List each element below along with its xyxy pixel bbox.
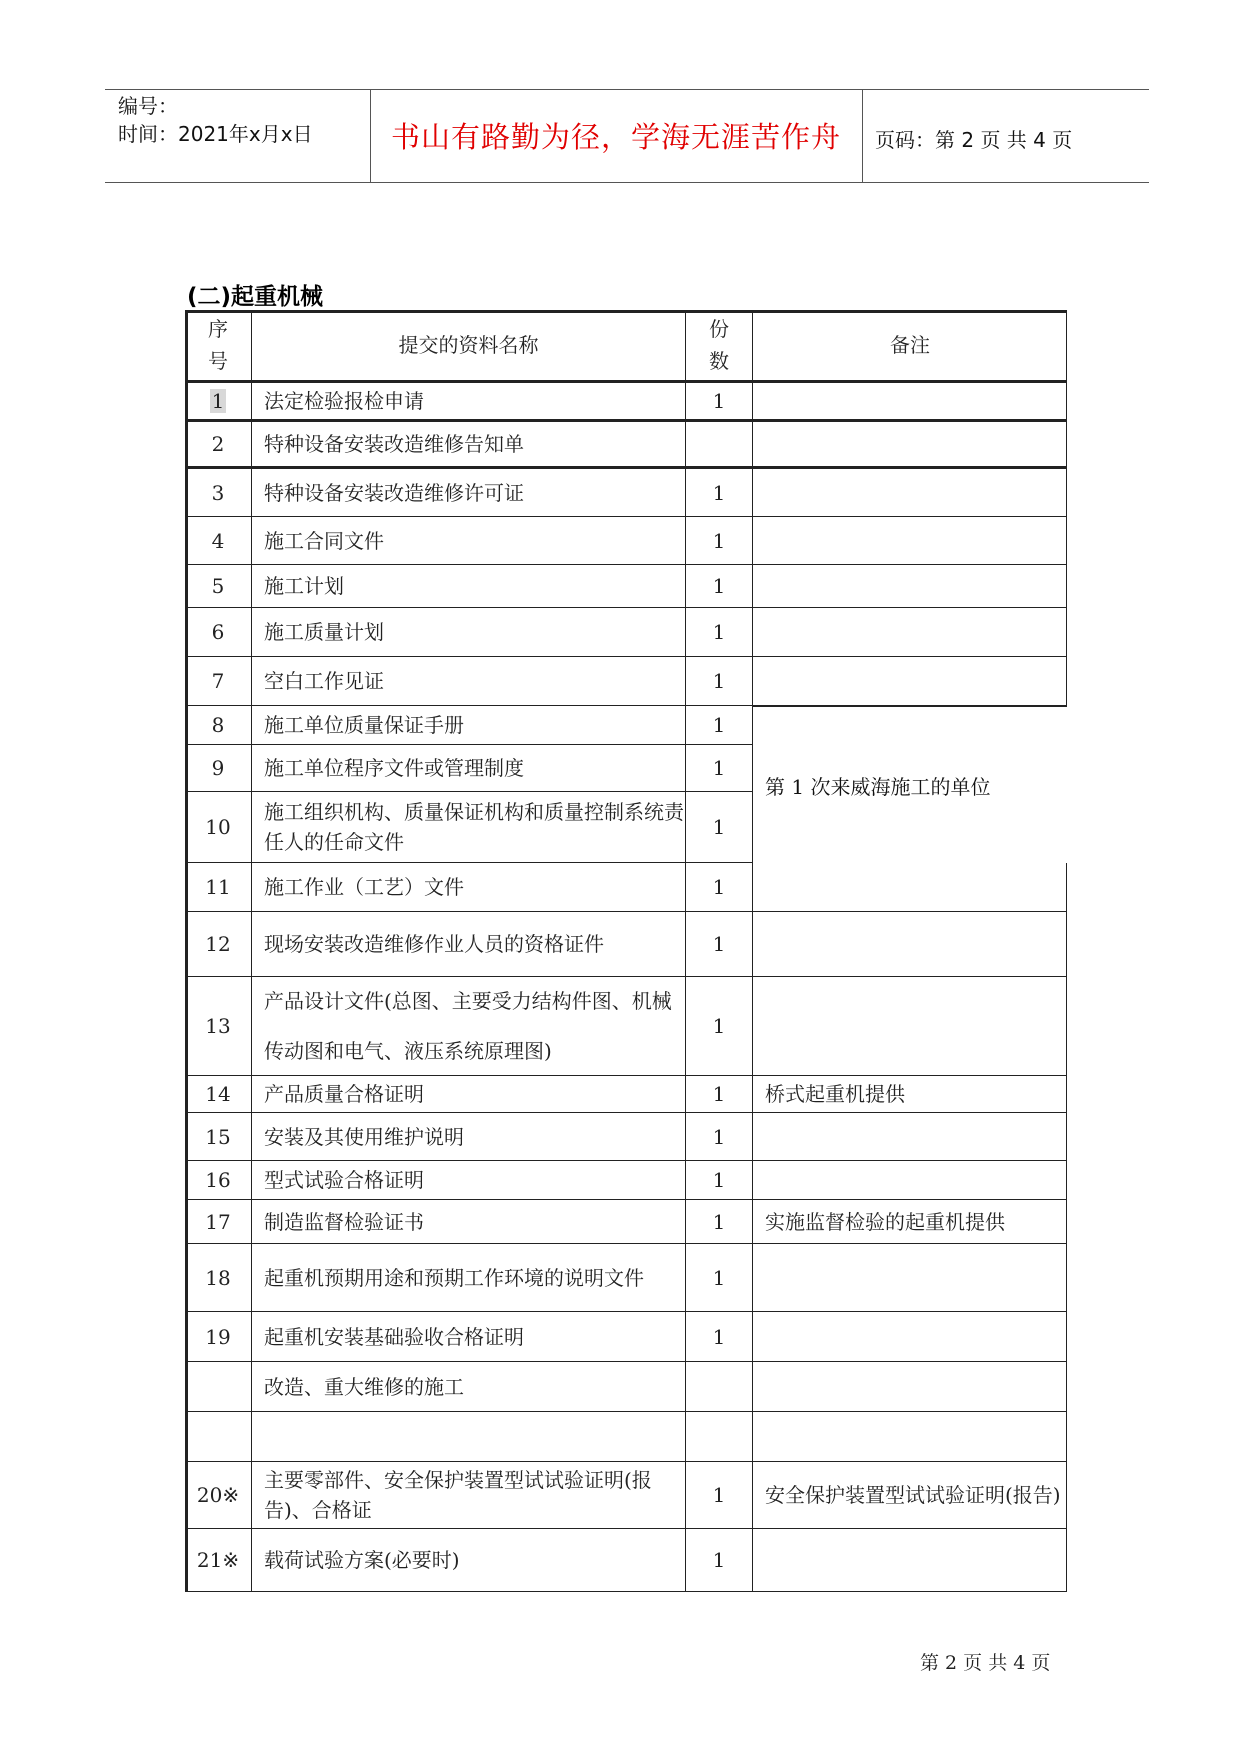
row-count: 1	[686, 469, 753, 516]
row-no: 18	[185, 1244, 252, 1311]
row-count: 1	[686, 517, 753, 564]
table-row	[185, 383, 1067, 422]
row-name: 安装及其使用维护说明	[252, 1113, 686, 1160]
header-cell-note: 备注	[890, 333, 930, 357]
row-count: 1	[686, 792, 753, 862]
row-no: 12	[185, 912, 252, 976]
row-name: 空白工作见证	[252, 657, 686, 705]
header-top-rule	[105, 89, 1149, 90]
row-count: 1	[686, 1312, 753, 1361]
header-page-number: 页码：第 2 页 共 4 页	[875, 128, 1073, 152]
header-divider-left	[370, 89, 371, 182]
row-no: 11	[185, 863, 252, 911]
row-no: 14	[185, 1076, 252, 1112]
row-count	[686, 1412, 753, 1461]
table-row	[185, 1362, 1067, 1412]
row-no: 8	[185, 706, 252, 744]
row-count: 1	[686, 1161, 753, 1199]
table-row	[185, 1076, 1067, 1113]
row-name: 载荷试验方案(必要时)	[252, 1529, 686, 1591]
row-count: 1	[686, 912, 753, 976]
section-title: (二)起重机械	[187, 284, 324, 310]
row-name: 改造、重大维修的施工	[252, 1362, 686, 1411]
row-note: 安全保护装置型试试验证明(报告)	[765, 1483, 1061, 1507]
table-row	[185, 608, 1067, 657]
table-row	[185, 422, 1067, 469]
row-count	[686, 422, 753, 466]
row-name: 施工合同文件	[252, 517, 686, 564]
row-name: 起重机安装基础验收合格证明	[252, 1312, 686, 1361]
table-row	[185, 1412, 1067, 1462]
row-no: 15	[185, 1113, 252, 1160]
row-name: 施工单位程序文件或管理制度	[252, 745, 686, 791]
row-count: 1	[686, 1200, 753, 1243]
table-row	[185, 1161, 1067, 1200]
page-footer: 第 2 页 共 4 页	[920, 1652, 1051, 1674]
row-note	[753, 1161, 1067, 1199]
row-no: 1	[211, 389, 225, 413]
row-count: 1	[686, 1113, 753, 1160]
row-no: 17	[185, 1200, 252, 1243]
row-name: 产品设计文件(总图、主要受力结构件图、机械传动图和电气、液压系统原理图)	[252, 977, 686, 1075]
row-name: 法定检验报检申请	[252, 383, 686, 419]
row-note	[753, 383, 1067, 419]
table-row	[185, 657, 1067, 706]
header-cell-count	[686, 310, 753, 380]
row-no: 20※	[185, 1462, 252, 1528]
row-note	[753, 565, 1067, 607]
row-name	[252, 1412, 686, 1461]
row-no: 16	[185, 1161, 252, 1199]
table-row	[185, 1312, 1067, 1362]
table-header-row	[185, 310, 1067, 383]
header-divider-right	[862, 89, 863, 182]
row-note	[753, 912, 1067, 976]
row-no-cell	[185, 383, 252, 419]
row-no: 21※	[185, 1529, 252, 1591]
header-meta	[118, 92, 313, 148]
documents-table	[185, 310, 1067, 1592]
row-name: 特种设备安装改造维修告知单	[252, 422, 686, 466]
row-note	[753, 1312, 1067, 1361]
row-count: 1	[686, 863, 753, 911]
table-row	[185, 1200, 1067, 1244]
row-count: 1	[686, 1462, 753, 1528]
table-row	[185, 1113, 1067, 1161]
header-bottom-rule	[105, 182, 1149, 183]
row-count: 1	[686, 706, 753, 744]
row-name: 施工计划	[252, 565, 686, 607]
row-note	[753, 977, 1067, 1075]
row-name: 施工组织机构、质量保证机构和质量控制系统责任人的任命文件	[252, 792, 686, 862]
row-no: 3	[185, 469, 252, 516]
header-no-label: 序号	[208, 317, 228, 373]
header-cell-no	[185, 310, 252, 380]
merged-remark-group	[185, 706, 1067, 863]
row-note	[753, 608, 1067, 656]
row-name: 型式试验合格证明	[252, 1161, 686, 1199]
merged-remark: 第 1 次来威海施工的单位	[753, 706, 1067, 863]
header-motto: 书山有路勤为径，学海无涯苦作舟	[390, 120, 841, 154]
header-time: 时间：2021年x月x日	[118, 122, 313, 146]
table-row	[185, 1244, 1067, 1312]
row-no: 6	[185, 608, 252, 656]
row-name: 施工单位质量保证手册	[252, 706, 686, 744]
row-name: 施工作业（工艺）文件	[252, 863, 686, 911]
table-row	[185, 517, 1067, 565]
row-no	[185, 1412, 252, 1461]
row-note	[753, 1113, 1067, 1160]
table-row	[185, 565, 1067, 608]
row-no: 5	[185, 565, 252, 607]
table-row	[185, 863, 1067, 912]
row-name: 产品质量合格证明	[252, 1076, 686, 1112]
row-note	[753, 469, 1067, 516]
row-count: 1	[686, 1076, 753, 1112]
row-note: 桥式起重机提供	[765, 1082, 905, 1106]
header-count-label: 份数	[709, 317, 729, 373]
row-note	[753, 863, 1067, 911]
row-count: 1	[686, 565, 753, 607]
row-name: 现场安装改造维修作业人员的资格证件	[252, 912, 686, 976]
row-note	[753, 1362, 1067, 1411]
row-note	[753, 1412, 1067, 1461]
row-note	[753, 422, 1067, 466]
row-no: 2	[185, 422, 252, 466]
row-no	[185, 1362, 252, 1411]
header-number: 编号：	[118, 94, 178, 118]
row-count: 1	[686, 1529, 753, 1591]
row-count: 1	[686, 745, 753, 791]
row-name: 主要零部件、安全保护装置型试试验证明(报告)、合格证	[252, 1462, 686, 1528]
row-no: 19	[185, 1312, 252, 1361]
row-no: 4	[185, 517, 252, 564]
table-row	[185, 469, 1067, 517]
row-count: 1	[686, 608, 753, 656]
row-no: 13	[185, 977, 252, 1075]
row-note	[753, 1529, 1067, 1591]
row-no: 7	[185, 657, 252, 705]
header-cell-name: 提交的资料名称	[252, 310, 686, 380]
table-row	[185, 1529, 1067, 1592]
row-no: 10	[185, 792, 252, 862]
row-name: 起重机预期用途和预期工作环境的说明文件	[252, 1244, 686, 1311]
row-note: 实施监督检验的起重机提供	[765, 1209, 1005, 1234]
table-row	[185, 1462, 1067, 1529]
table-row	[185, 977, 1067, 1076]
row-name: 制造监督检验证书	[252, 1200, 686, 1243]
row-name: 施工质量计划	[252, 608, 686, 656]
row-note	[753, 1244, 1067, 1311]
row-note	[753, 517, 1067, 564]
row-count: 1	[686, 1244, 753, 1311]
row-count: 1	[686, 977, 753, 1075]
row-count	[686, 1362, 753, 1411]
row-no: 9	[185, 745, 252, 791]
table-row	[185, 912, 1067, 977]
row-count: 1	[686, 657, 753, 705]
row-count: 1	[686, 383, 753, 419]
row-note	[753, 657, 1067, 705]
row-name: 特种设备安装改造维修许可证	[252, 469, 686, 516]
